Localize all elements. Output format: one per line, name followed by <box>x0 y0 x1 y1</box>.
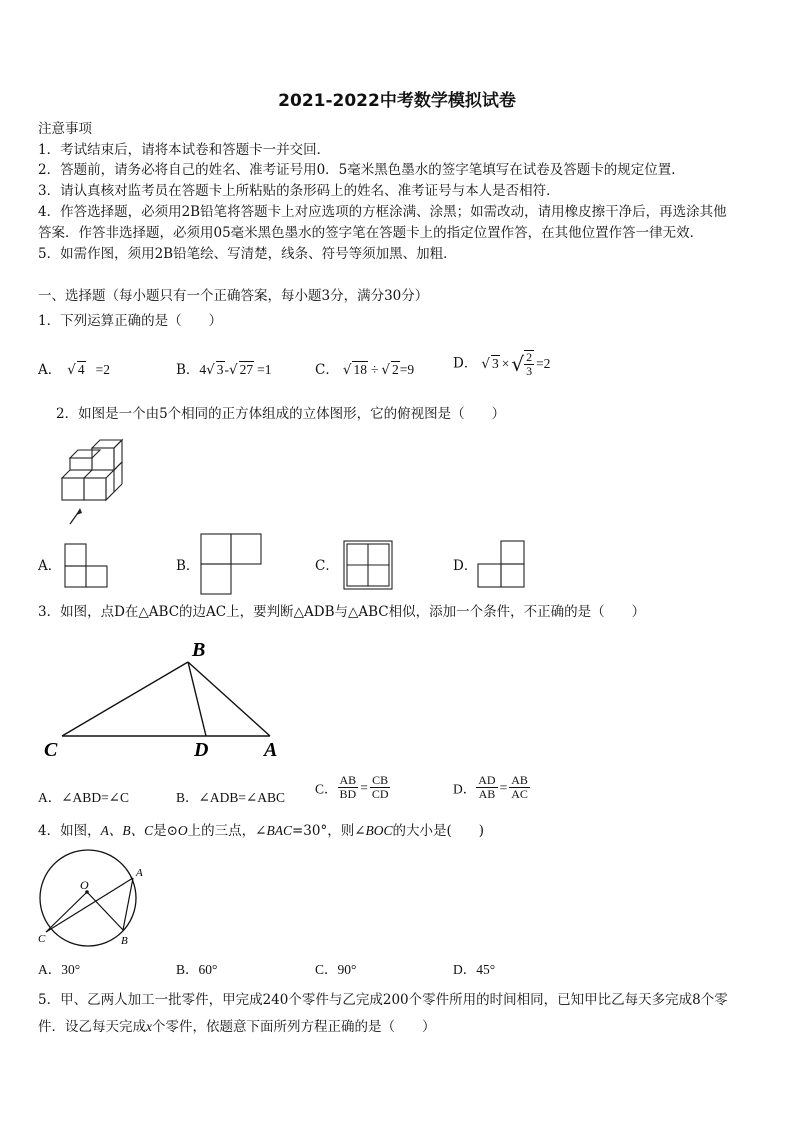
stem-angle: BOC <box>365 823 393 838</box>
stem-text: 是⊙ <box>153 823 178 839</box>
q3-option-c <box>315 774 390 801</box>
operator: × <box>501 355 510 371</box>
q3-triangle-figure <box>40 634 290 764</box>
question-4-stem <box>38 821 484 841</box>
point-label-o: O <box>80 878 89 892</box>
question-2-stem: 2．如图是一个由5个相同的正方体组成的立体图形，它的俯视图是（ ） <box>56 406 506 422</box>
stem-text: 上的三点，∠ <box>187 823 267 839</box>
q2-option-c-figure <box>343 540 393 590</box>
q1-option-d: D． √ 3 × √ $\frac{2}{3}$ =2 <box>453 350 551 378</box>
q2-option-c-label: C． <box>315 558 339 574</box>
q1-option-c: C． √ 18 ÷ √ 2=9 <box>315 362 415 378</box>
q3-option-b: B．∠ADB=∠ABC <box>176 790 286 805</box>
q3-option-a: A．∠ABD=∠C <box>38 790 129 805</box>
notice-item: 1．考试结束后，请将本试卷和答题卡一并交回． <box>38 142 331 158</box>
q2-option-b-figure <box>200 533 262 595</box>
point-label-a: A <box>136 867 143 879</box>
radicand: 2 <box>391 362 399 377</box>
option-label: D． <box>453 355 478 372</box>
fraction-numerator: CB <box>370 774 391 788</box>
coefficient: 4 <box>199 362 207 377</box>
q2-option-a-figure <box>64 543 108 589</box>
fraction-denominator: AB <box>478 787 496 801</box>
fraction-denominator: 3 <box>526 364 533 378</box>
equals-value: =2 <box>536 356 551 371</box>
stem-circle: O <box>177 823 188 838</box>
q4-option-d: D．45° <box>453 962 496 977</box>
notice-heading: 注意事项 <box>38 121 92 137</box>
notice-item: 4．作答选择题，必须用2B铅笔将答题卡上对应选项的方框涂满、涂黑；如需改动，请用橡皮擦干净后，再选涂其他 <box>38 204 727 220</box>
option-label: D． <box>453 781 477 797</box>
notice-item: 3．请认真核对监考员在答题卡上所粘贴的条形码上的姓名、准考证号与本人是否相符． <box>38 183 560 199</box>
q2-option-a-label: A． <box>38 558 62 574</box>
vertex-label-d: D <box>194 739 209 761</box>
fraction-denominator: BD <box>339 787 357 801</box>
equals-value: =9 <box>399 362 415 377</box>
q2-option-d-figure <box>477 540 525 588</box>
q2-option-d-label: D． <box>453 558 478 574</box>
radicand: 3 <box>491 355 499 371</box>
stem-text: 件．设乙每天完成 <box>38 1019 146 1035</box>
stem-text: 个零件，依题意下面所列方程正确的是（ ） <box>152 1019 436 1035</box>
option-label: B． <box>176 362 200 378</box>
question-5-stem-line-1: 5．甲、乙两人加工一批零件，甲完成240个零件与乙完成200个零件所用的时间相同，已知甲比乙每天多完成8个零 <box>38 992 728 1008</box>
vertex-label-a: A <box>264 739 278 761</box>
fraction-denominator: CD <box>371 787 389 801</box>
stem-points: A、B、C <box>100 823 154 838</box>
option-label: A． <box>38 362 62 378</box>
stem-variable: x <box>146 1019 152 1034</box>
question-5-stem-line-2 <box>38 1017 436 1037</box>
equals-sign: = <box>360 779 368 795</box>
option-label: C． <box>315 362 339 378</box>
radicand: 18 <box>353 362 367 377</box>
q4-option-c: C．90° <box>315 962 357 977</box>
section-heading: 一、选择题（每小题只有一个正确答案，每小题3分，满分30分） <box>38 288 429 304</box>
radicand: 27 <box>239 362 254 377</box>
q4-option-b: B．60° <box>176 962 218 977</box>
radicand: 4 <box>77 362 85 377</box>
notice-item: 答案．作答非选择题，必须用05毫米黑色墨水的签字笔在答题卡上的指定位置作答，在其他位置作答一律无效． <box>38 225 704 241</box>
stem-text: 4．如图， <box>38 823 101 839</box>
point-label-c: C <box>38 933 46 945</box>
page-title: 2021-2022中考数学模拟试卷 <box>278 91 516 111</box>
option-label: C． <box>315 781 338 797</box>
question-3-stem: 3．如图，点D在△ABC的边AC上，要判断△ADB与△ABC相似，添加一个条件，不正确的是（ ） <box>38 604 646 620</box>
fraction-numerator: AB <box>339 773 357 787</box>
stem-text: =30°，则∠ <box>291 823 366 839</box>
q4-circle-figure <box>34 848 150 948</box>
q1-option-b: B．4√ 3-√ 27 =1 <box>176 362 272 378</box>
fraction-numerator: AB <box>511 773 528 787</box>
fraction-numerator: 2 <box>526 350 533 364</box>
operator: ÷ <box>370 362 379 377</box>
q3-option-d <box>453 774 530 801</box>
q4-option-a: A．30° <box>38 962 81 977</box>
question-1-stem: 1．下列运算正确的是（ ） <box>38 313 223 329</box>
equals-sign: = <box>499 779 508 795</box>
q2-cube-figure <box>50 436 130 530</box>
radicand: 3 <box>216 362 224 377</box>
equals-value: =2 <box>95 362 110 377</box>
vertex-label-c: C <box>44 739 58 761</box>
fraction-numerator: AD <box>478 773 496 787</box>
stem-angle: BAC <box>266 823 292 838</box>
notice-item: 5．如需作图，须用2B铅笔绘、写清楚，线条、符号等须加黑、加粗． <box>38 246 457 262</box>
point-label-b: B <box>121 935 128 947</box>
fraction-denominator: AC <box>511 787 528 801</box>
notice-item: 2．答题前，请务必将自己的姓名、准考证号用0．5毫米黑色墨水的签字笔填写在试卷及答题卡的规定位置． <box>38 162 685 178</box>
equals-value: =1 <box>257 362 272 377</box>
operator: - <box>224 362 230 377</box>
vertex-label-b: B <box>192 639 206 661</box>
q2-option-b-label: B． <box>176 558 200 574</box>
q1-option-a: A． √ 4 =2 <box>38 362 110 378</box>
stem-text: 的大小是( ) <box>392 823 485 839</box>
